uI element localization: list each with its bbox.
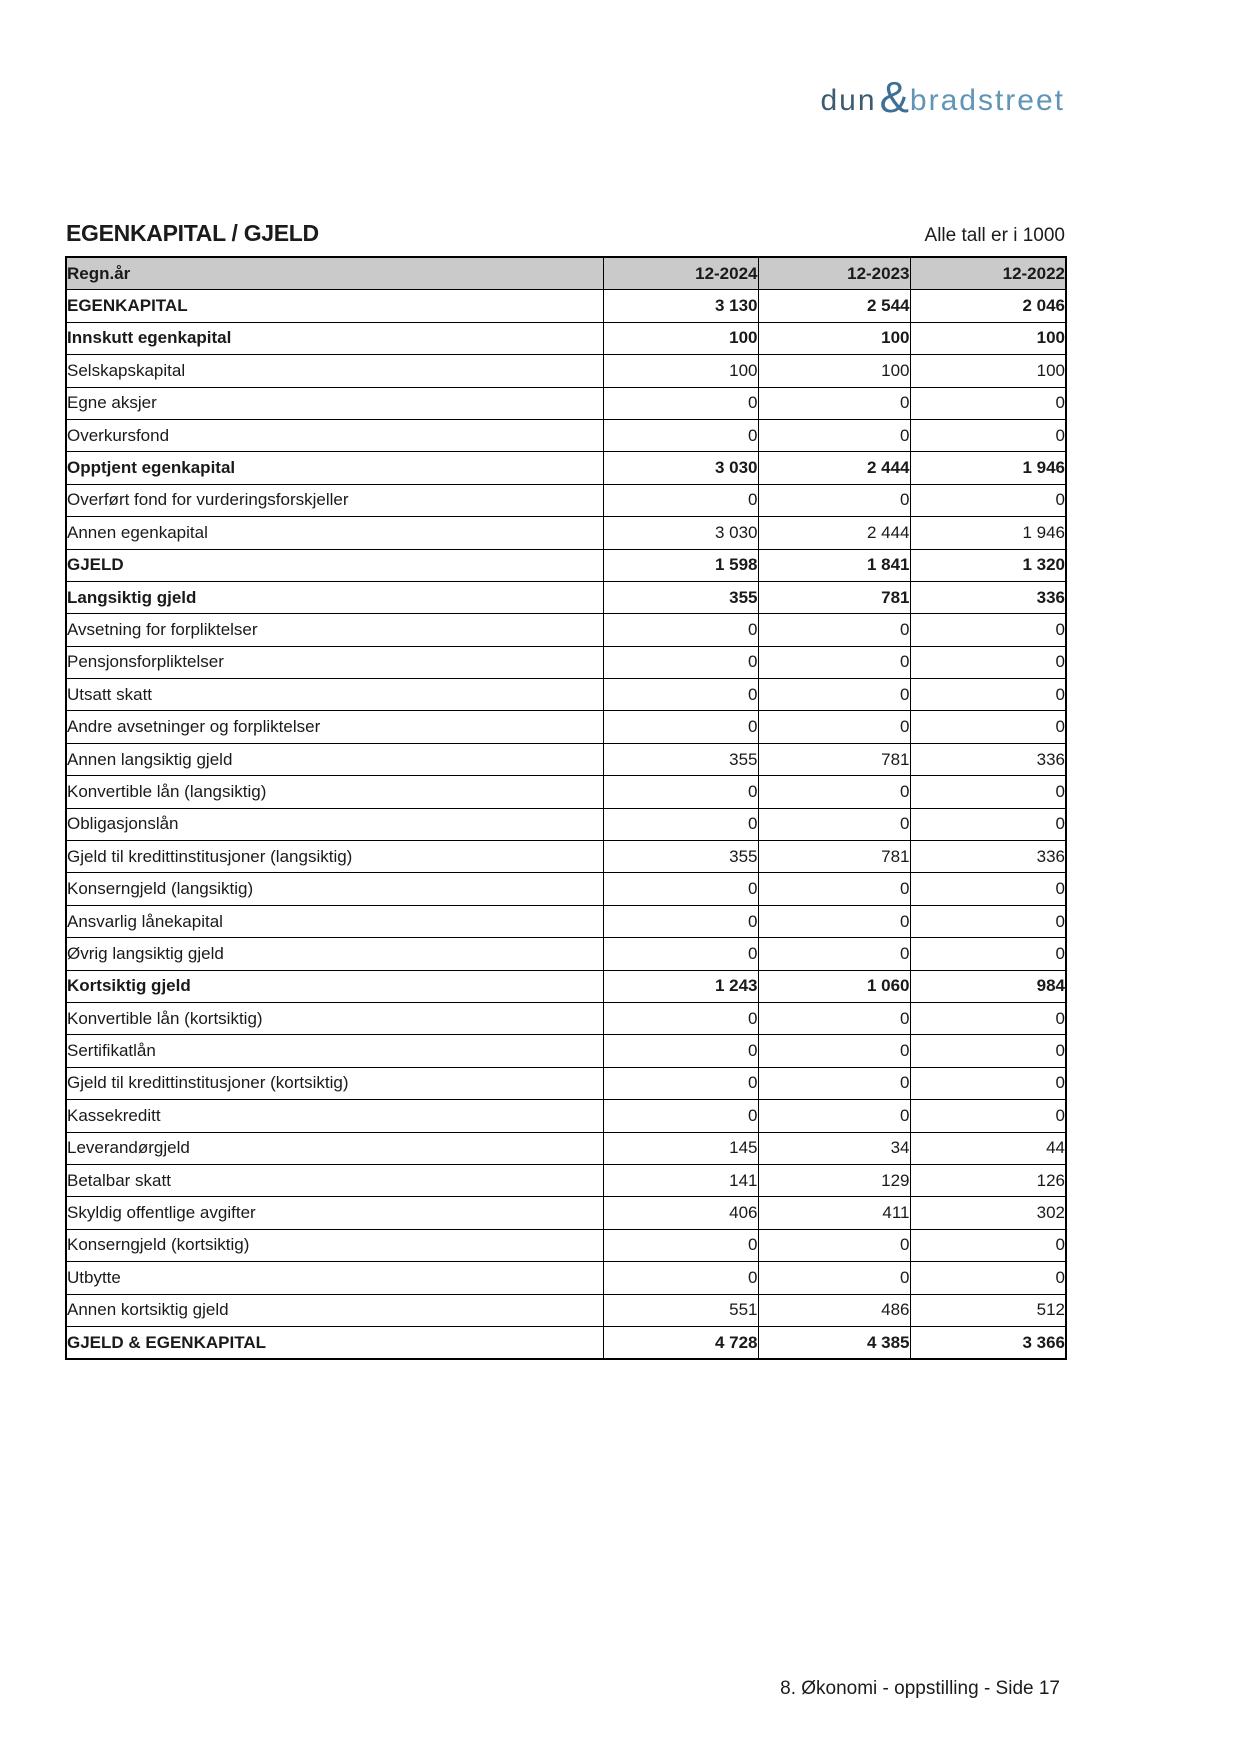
row-value: 336 <box>910 841 1066 873</box>
row-value: 0 <box>758 1035 910 1067</box>
table-row <box>66 646 1066 678</box>
row-value: 100 <box>910 322 1066 354</box>
row-label: Utbytte <box>66 1262 603 1294</box>
table-row <box>66 387 1066 419</box>
row-value: 0 <box>603 1262 758 1294</box>
row-value: 0 <box>603 776 758 808</box>
row-value: 100 <box>910 355 1066 387</box>
table-header <box>66 257 1066 290</box>
year-label-header: Regn.år <box>66 257 603 290</box>
row-value: 0 <box>910 679 1066 711</box>
row-label: Andre avsetninger og forpliktelser <box>66 711 603 743</box>
row-value: 0 <box>758 679 910 711</box>
row-value: 0 <box>603 905 758 937</box>
row-value: 0 <box>910 938 1066 970</box>
row-value: 551 <box>603 1294 758 1326</box>
dun-bradstreet-logo <box>820 73 1066 126</box>
row-value: 2 444 <box>758 452 910 484</box>
row-label: Øvrig langsiktig gjeld <box>66 938 603 970</box>
row-value: 411 <box>758 1197 910 1229</box>
row-value: 0 <box>603 1067 758 1099</box>
row-value: 2 444 <box>758 517 910 549</box>
row-value: 1 946 <box>910 517 1066 549</box>
table-row <box>66 1294 1066 1326</box>
row-label: Overført fond for vurderingsforskjeller <box>66 484 603 516</box>
row-value: 336 <box>910 743 1066 775</box>
logo-word-dun: dun <box>820 84 877 117</box>
row-value: 0 <box>603 1002 758 1034</box>
row-value: 1 243 <box>603 970 758 1002</box>
row-value: 44 <box>910 1132 1066 1164</box>
row-label: Betalbar skatt <box>66 1164 603 1196</box>
row-value: 0 <box>603 484 758 516</box>
row-value: 141 <box>603 1164 758 1196</box>
page-footer: 8. Økonomi - oppstilling - Side 17 <box>780 1678 1060 1699</box>
balance-table <box>65 256 1067 1360</box>
row-value: 0 <box>910 1002 1066 1034</box>
row-value: 0 <box>758 1002 910 1034</box>
table-row <box>66 1197 1066 1229</box>
row-value: 0 <box>758 938 910 970</box>
row-label: Innskutt egenkapital <box>66 322 603 354</box>
row-value: 486 <box>758 1294 910 1326</box>
row-value: 34 <box>758 1132 910 1164</box>
row-value: 0 <box>603 711 758 743</box>
row-value: 100 <box>603 355 758 387</box>
row-value: 0 <box>603 614 758 646</box>
table-row <box>66 743 1066 775</box>
row-value: 0 <box>910 614 1066 646</box>
row-value: 3 030 <box>603 517 758 549</box>
row-value: 984 <box>910 970 1066 1002</box>
row-value: 0 <box>910 1035 1066 1067</box>
table-row <box>66 419 1066 451</box>
column-header-2024: 12-2024 <box>603 257 758 290</box>
row-value: 126 <box>910 1164 1066 1196</box>
row-label: Konserngjeld (langsiktig) <box>66 873 603 905</box>
row-value: 0 <box>758 387 910 419</box>
row-value: 781 <box>758 581 910 613</box>
title-bar <box>66 220 1065 247</box>
row-value: 355 <box>603 581 758 613</box>
row-label: Egne aksjer <box>66 387 603 419</box>
row-value: 0 <box>758 873 910 905</box>
units-note: Alle tall er i 1000 <box>924 225 1065 246</box>
row-value: 3 030 <box>603 452 758 484</box>
table-row <box>66 776 1066 808</box>
row-value: 781 <box>758 841 910 873</box>
row-value: 0 <box>758 711 910 743</box>
row-value: 0 <box>910 776 1066 808</box>
row-label: Langsiktig gjeld <box>66 581 603 613</box>
row-value: 0 <box>910 646 1066 678</box>
row-value: 406 <box>603 1197 758 1229</box>
row-label: Konvertible lån (langsiktig) <box>66 776 603 808</box>
table-row <box>66 1067 1066 1099</box>
table-row <box>66 322 1066 354</box>
table-row <box>66 1326 1066 1359</box>
row-value: 0 <box>910 1100 1066 1132</box>
row-label: Selskapskapital <box>66 355 603 387</box>
row-value: 0 <box>758 1262 910 1294</box>
column-header-2023: 12-2023 <box>758 257 910 290</box>
table-row <box>66 1262 1066 1294</box>
row-value: 0 <box>758 1229 910 1261</box>
row-label: Opptjent egenkapital <box>66 452 603 484</box>
row-value: 0 <box>910 419 1066 451</box>
row-label: Leverandørgjeld <box>66 1132 603 1164</box>
row-value: 0 <box>910 905 1066 937</box>
row-label: Gjeld til kredittinstitusjoner (kortsiktig) <box>66 1067 603 1099</box>
row-value: 512 <box>910 1294 1066 1326</box>
row-value: 145 <box>603 1132 758 1164</box>
row-value: 100 <box>758 355 910 387</box>
row-value: 1 946 <box>910 452 1066 484</box>
row-value: 302 <box>910 1197 1066 1229</box>
row-label: Sertifikatlån <box>66 1035 603 1067</box>
row-value: 0 <box>758 1100 910 1132</box>
row-value: 0 <box>758 646 910 678</box>
table-row <box>66 1164 1066 1196</box>
table-row <box>66 970 1066 1002</box>
row-value: 0 <box>758 1067 910 1099</box>
row-value: 100 <box>603 322 758 354</box>
row-value: 355 <box>603 743 758 775</box>
row-value: 0 <box>603 419 758 451</box>
row-label: EGENKAPITAL <box>66 290 603 322</box>
row-label: Annen egenkapital <box>66 517 603 549</box>
row-value: 0 <box>603 1100 758 1132</box>
row-value: 0 <box>758 614 910 646</box>
row-value: 129 <box>758 1164 910 1196</box>
row-value: 0 <box>910 711 1066 743</box>
ampersand-icon: & <box>879 73 909 122</box>
row-value: 0 <box>603 808 758 840</box>
table-row <box>66 711 1066 743</box>
row-value: 781 <box>758 743 910 775</box>
row-label: Kassekreditt <box>66 1100 603 1132</box>
row-value: 0 <box>603 938 758 970</box>
row-value: 0 <box>910 1067 1066 1099</box>
row-value: 0 <box>910 808 1066 840</box>
row-value: 0 <box>603 646 758 678</box>
row-value: 1 841 <box>758 549 910 581</box>
table-row <box>66 1100 1066 1132</box>
table-row <box>66 938 1066 970</box>
row-label: Konserngjeld (kortsiktig) <box>66 1229 603 1261</box>
row-label: Overkursfond <box>66 419 603 451</box>
row-value: 0 <box>603 873 758 905</box>
table-row <box>66 873 1066 905</box>
table-row <box>66 355 1066 387</box>
table-row <box>66 517 1066 549</box>
table-row <box>66 841 1066 873</box>
row-value: 0 <box>910 387 1066 419</box>
row-value: 355 <box>603 841 758 873</box>
row-value: 4 728 <box>603 1326 758 1359</box>
row-label: Kortsiktig gjeld <box>66 970 603 1002</box>
row-label: Pensjonsforpliktelser <box>66 646 603 678</box>
row-value: 0 <box>758 808 910 840</box>
table-row <box>66 614 1066 646</box>
row-value: 0 <box>910 484 1066 516</box>
row-value: 0 <box>758 776 910 808</box>
row-value: 0 <box>758 905 910 937</box>
row-value: 2 544 <box>758 290 910 322</box>
row-value: 4 385 <box>758 1326 910 1359</box>
row-label: GJELD <box>66 549 603 581</box>
table-header-row <box>66 257 1066 290</box>
table-row <box>66 581 1066 613</box>
row-value: 0 <box>910 1262 1066 1294</box>
row-label: Avsetning for forpliktelser <box>66 614 603 646</box>
row-value: 1 320 <box>910 549 1066 581</box>
row-value: 0 <box>603 679 758 711</box>
table-row <box>66 1132 1066 1164</box>
column-header-2022: 12-2022 <box>910 257 1066 290</box>
row-value: 336 <box>910 581 1066 613</box>
row-value: 3 366 <box>910 1326 1066 1359</box>
table-row <box>66 549 1066 581</box>
table-row <box>66 905 1066 937</box>
row-value: 0 <box>910 1229 1066 1261</box>
row-value: 0 <box>758 419 910 451</box>
row-value: 0 <box>910 873 1066 905</box>
table-body <box>66 290 1066 1359</box>
row-label: Utsatt skatt <box>66 679 603 711</box>
row-value: 0 <box>758 484 910 516</box>
row-value: 3 130 <box>603 290 758 322</box>
table-row <box>66 1035 1066 1067</box>
table-row <box>66 679 1066 711</box>
row-label: Konvertible lån (kortsiktig) <box>66 1002 603 1034</box>
row-label: Annen kortsiktig gjeld <box>66 1294 603 1326</box>
row-label: Skyldig offentlige avgifter <box>66 1197 603 1229</box>
table-row <box>66 452 1066 484</box>
row-label: Gjeld til kredittinstitusjoner (langsiktig) <box>66 841 603 873</box>
logo-word-bradstreet: bradstreet <box>909 84 1065 117</box>
row-value: 0 <box>603 387 758 419</box>
row-value: 0 <box>603 1035 758 1067</box>
table-row <box>66 290 1066 322</box>
table-row <box>66 808 1066 840</box>
row-value: 1 598 <box>603 549 758 581</box>
page-title: EGENKAPITAL / GJELD <box>66 220 319 246</box>
row-label: GJELD & EGENKAPITAL <box>66 1326 603 1359</box>
row-value: 2 046 <box>910 290 1066 322</box>
table-row <box>66 484 1066 516</box>
row-label: Annen langsiktig gjeld <box>66 743 603 775</box>
row-label: Obligasjonslån <box>66 808 603 840</box>
table-row <box>66 1229 1066 1261</box>
row-label: Ansvarlig lånekapital <box>66 905 603 937</box>
table-row <box>66 1002 1066 1034</box>
row-value: 100 <box>758 322 910 354</box>
row-value: 1 060 <box>758 970 910 1002</box>
row-value: 0 <box>603 1229 758 1261</box>
